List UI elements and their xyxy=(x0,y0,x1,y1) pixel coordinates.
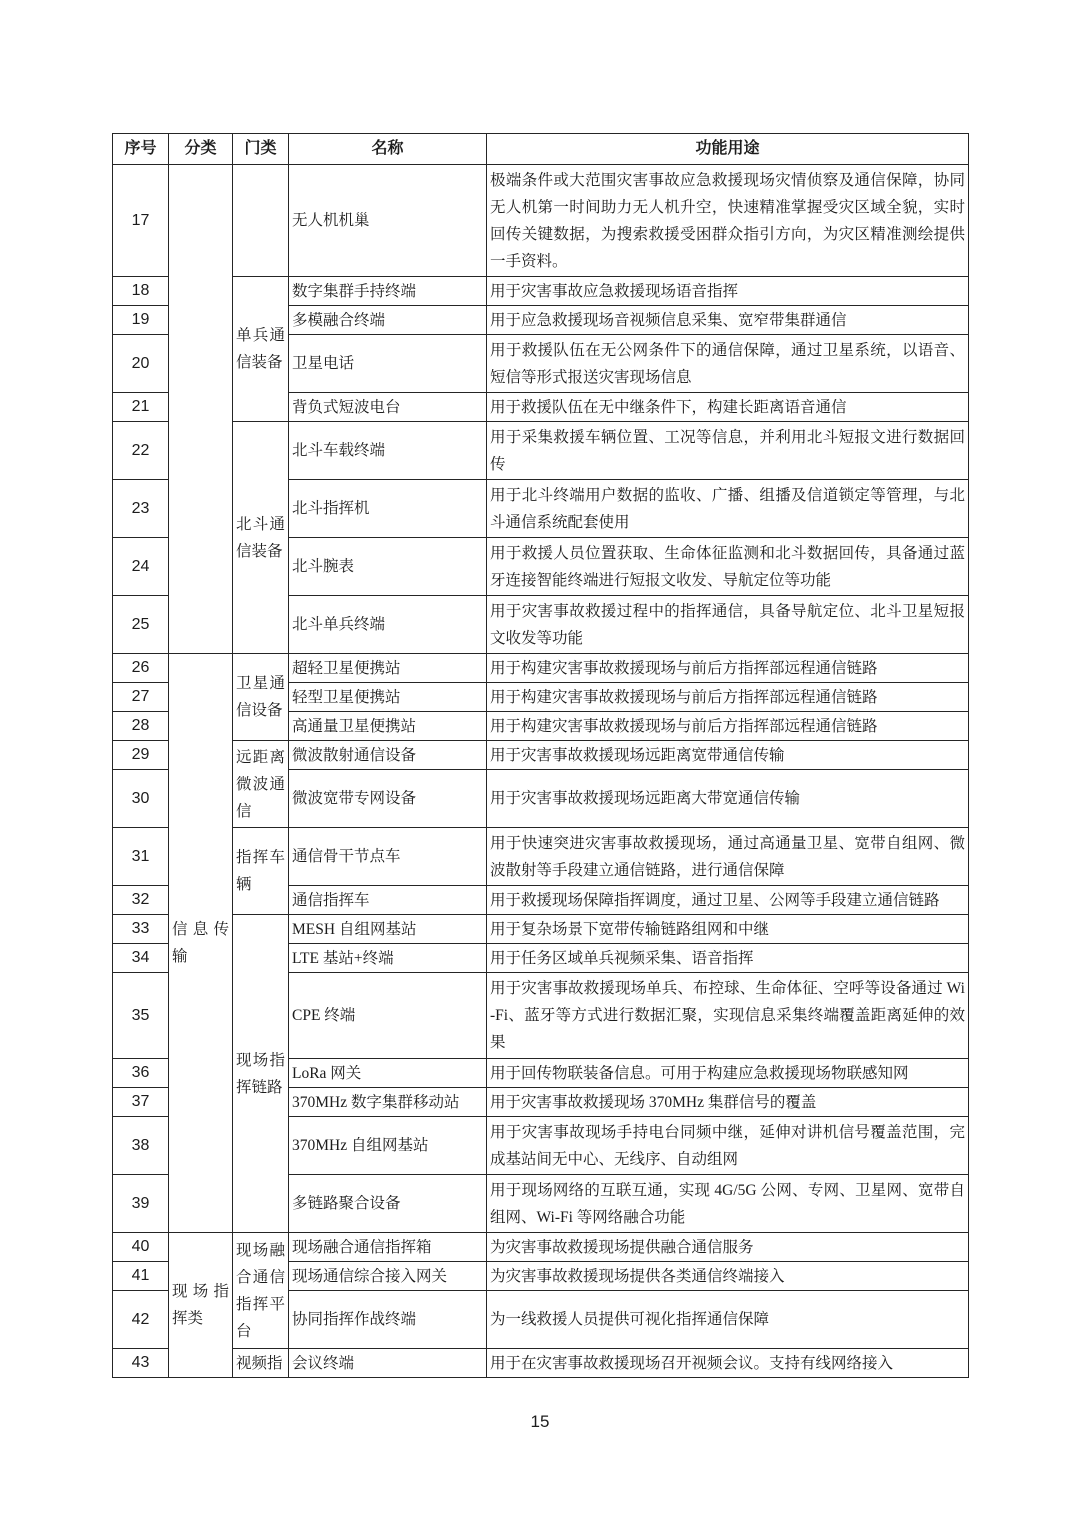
name-cell: 现场融合通信指挥箱 xyxy=(289,1233,487,1262)
header-name: 名称 xyxy=(289,134,487,165)
header-class: 门类 xyxy=(233,134,289,165)
function-cell: 用于任务区域单兵视频采集、语音指挥 xyxy=(487,944,969,973)
no-cell: 23 xyxy=(113,480,169,538)
no-cell: 30 xyxy=(113,770,169,828)
function-cell: 用于复杂场景下宽带传输链路组网和中继 xyxy=(487,915,969,944)
function-cell: 用于灾害事故救援现场单兵、布控球、生命体征、空呼等设备通过 Wi-Fi、蓝牙等方式进行数据汇聚，实现信息采集终端覆盖距离延伸的效果 xyxy=(487,973,969,1059)
no-cell: 31 xyxy=(113,828,169,886)
no-cell: 27 xyxy=(113,683,169,712)
table-row xyxy=(113,654,969,683)
no-cell: 19 xyxy=(113,306,169,335)
header-category: 分类 xyxy=(169,134,233,165)
function-cell: 用于采集救援车辆位置、工况等信息，并利用北斗短报文进行数据回传 xyxy=(487,422,969,480)
no-cell: 35 xyxy=(113,973,169,1059)
equipment-table xyxy=(112,133,969,1378)
class-cell: 远距离微波通信 xyxy=(233,741,289,828)
header-no: 序号 xyxy=(113,134,169,165)
function-cell: 用于应急救援现场音视频信息采集、宽窄带集群通信 xyxy=(487,306,969,335)
no-cell: 42 xyxy=(113,1291,169,1349)
table-row xyxy=(113,915,969,944)
function-cell: 用于构建灾害事故救援现场与前后方指挥部远程通信链路 xyxy=(487,683,969,712)
no-cell: 17 xyxy=(113,165,169,277)
no-cell: 37 xyxy=(113,1088,169,1117)
name-cell: 现场通信综合接入网关 xyxy=(289,1262,487,1291)
name-cell: 背负式短波电台 xyxy=(289,393,487,422)
function-cell: 用于灾害事故救援现场远距离宽带通信传输 xyxy=(487,741,969,770)
name-cell: 北斗腕表 xyxy=(289,538,487,596)
table-row xyxy=(113,422,969,480)
category-cell: 现场指挥类 xyxy=(169,1233,233,1378)
table-row xyxy=(113,1233,969,1262)
name-cell: 协同指挥作战终端 xyxy=(289,1291,487,1349)
function-cell: 用于救援人员位置获取、生命体征监测和北斗数据回传，具备通过蓝牙连接智能终端进行短报文收发、导航定位等功能 xyxy=(487,538,969,596)
table-row xyxy=(113,828,969,886)
no-cell: 29 xyxy=(113,741,169,770)
class-cell: 视频指 xyxy=(233,1349,289,1378)
name-cell: 数字集群手持终端 xyxy=(289,277,487,306)
name-cell: LoRa 网关 xyxy=(289,1059,487,1088)
no-cell: 20 xyxy=(113,335,169,393)
name-cell: 高通量卫星便携站 xyxy=(289,712,487,741)
function-cell: 用于灾害事故现场手持电台同频中继，延伸对讲机信号覆盖范围，完成基站间无中心、无线序、自动组网 xyxy=(487,1117,969,1175)
no-cell: 41 xyxy=(113,1262,169,1291)
name-cell: 370MHz 数字集群移动站 xyxy=(289,1088,487,1117)
no-cell: 21 xyxy=(113,393,169,422)
name-cell: 卫星电话 xyxy=(289,335,487,393)
no-cell: 32 xyxy=(113,886,169,915)
name-cell: 北斗指挥机 xyxy=(289,480,487,538)
no-cell: 26 xyxy=(113,654,169,683)
function-cell: 用于灾害事故救援过程中的指挥通信，具备导航定位、北斗卫星短报文收发等功能 xyxy=(487,596,969,654)
table-row xyxy=(113,1349,969,1378)
function-cell: 用于北斗终端用户数据的监收、广播、组播及信道锁定等管理，与北斗通信系统配套使用 xyxy=(487,480,969,538)
function-cell: 用于在灾害事故救援现场召开视频会议。支持有线网络接入 xyxy=(487,1349,969,1378)
class-cell: 现场融合通信指挥平台 xyxy=(233,1233,289,1349)
table-row xyxy=(113,741,969,770)
no-cell: 34 xyxy=(113,944,169,973)
no-cell: 36 xyxy=(113,1059,169,1088)
class-cell: 北斗通信装备 xyxy=(233,422,289,654)
function-cell: 为灾害事故救援现场提供各类通信终端接入 xyxy=(487,1262,969,1291)
name-cell: 超轻卫星便携站 xyxy=(289,654,487,683)
page-number: 15 xyxy=(530,1412,550,1431)
class-cell: 现场指挥链路 xyxy=(233,915,289,1233)
function-cell: 用于救援现场保障指挥调度，通过卫星、公网等手段建立通信链路 xyxy=(487,886,969,915)
name-cell: 微波散射通信设备 xyxy=(289,741,487,770)
name-cell: 轻型卫星便携站 xyxy=(289,683,487,712)
name-cell: MESH 自组网基站 xyxy=(289,915,487,944)
header-row xyxy=(113,134,969,165)
no-cell: 28 xyxy=(113,712,169,741)
name-cell: 多链路聚合设备 xyxy=(289,1175,487,1233)
no-cell: 43 xyxy=(113,1349,169,1378)
name-cell: LTE 基站+终端 xyxy=(289,944,487,973)
name-cell: 北斗单兵终端 xyxy=(289,596,487,654)
name-cell: 微波宽带专网设备 xyxy=(289,770,487,828)
no-cell: 24 xyxy=(113,538,169,596)
name-cell: 通信指挥车 xyxy=(289,886,487,915)
function-cell: 用于快速突进灾害事故救援现场，通过高通量卫星、宽带自组网、微波散射等手段建立通信链路，进行通信保障 xyxy=(487,828,969,886)
function-cell: 为灾害事故救援现场提供融合通信服务 xyxy=(487,1233,969,1262)
function-cell: 用于灾害事故应急救援现场语音指挥 xyxy=(487,277,969,306)
name-cell: 无人机机巢 xyxy=(289,165,487,277)
table-row xyxy=(113,277,969,306)
name-cell: 370MHz 自组网基站 xyxy=(289,1117,487,1175)
category-cell: 信息传输 xyxy=(169,654,233,1233)
function-cell: 极端条件或大范围灾害事故应急救援现场灾情侦察及通信保障，协同无人机第一时间助力无人机升空，快速精准掌握受灾区域全貌，实时回传关键数据，为搜索救援受困群众指引方向，为灾区精准测绘提供一手资料。 xyxy=(487,165,969,277)
category-cell xyxy=(169,165,233,654)
table-row xyxy=(113,165,969,277)
header-function: 功能用途 xyxy=(487,134,969,165)
no-cell: 39 xyxy=(113,1175,169,1233)
class-cell: 卫星通信设备 xyxy=(233,654,289,741)
function-cell: 用于构建灾害事故救援现场与前后方指挥部远程通信链路 xyxy=(487,712,969,741)
function-cell: 用于灾害事故救援现场 370MHz 集群信号的覆盖 xyxy=(487,1088,969,1117)
no-cell: 22 xyxy=(113,422,169,480)
function-cell: 用于救援队伍在无中继条件下，构建长距离语音通信 xyxy=(487,393,969,422)
class-cell: 单兵通信装备 xyxy=(233,277,289,422)
function-cell: 为一线救援人员提供可视化指挥通信保障 xyxy=(487,1291,969,1349)
name-cell: 会议终端 xyxy=(289,1349,487,1378)
no-cell: 38 xyxy=(113,1117,169,1175)
function-cell: 用于现场网络的互联互通，实现 4G/5G 公网、专网、卫星网、宽带自组网、Wi-Fi 等网络融合功能 xyxy=(487,1175,969,1233)
class-cell: 指挥车辆 xyxy=(233,828,289,915)
no-cell: 25 xyxy=(113,596,169,654)
function-cell: 用于回传物联装备信息。可用于构建应急救援现场物联感知网 xyxy=(487,1059,969,1088)
name-cell: 多模融合终端 xyxy=(289,306,487,335)
function-cell: 用于构建灾害事故救援现场与前后方指挥部远程通信链路 xyxy=(487,654,969,683)
function-cell: 用于灾害事故救援现场远距离大带宽通信传输 xyxy=(487,770,969,828)
function-cell: 用于救援队伍在无公网条件下的通信保障，通过卫星系统，以语音、短信等形式报送灾害现场信息 xyxy=(487,335,969,393)
no-cell: 33 xyxy=(113,915,169,944)
name-cell: 北斗车载终端 xyxy=(289,422,487,480)
no-cell: 40 xyxy=(113,1233,169,1262)
name-cell: 通信骨干节点车 xyxy=(289,828,487,886)
no-cell: 18 xyxy=(113,277,169,306)
class-cell xyxy=(233,165,289,277)
name-cell: CPE 终端 xyxy=(289,973,487,1059)
